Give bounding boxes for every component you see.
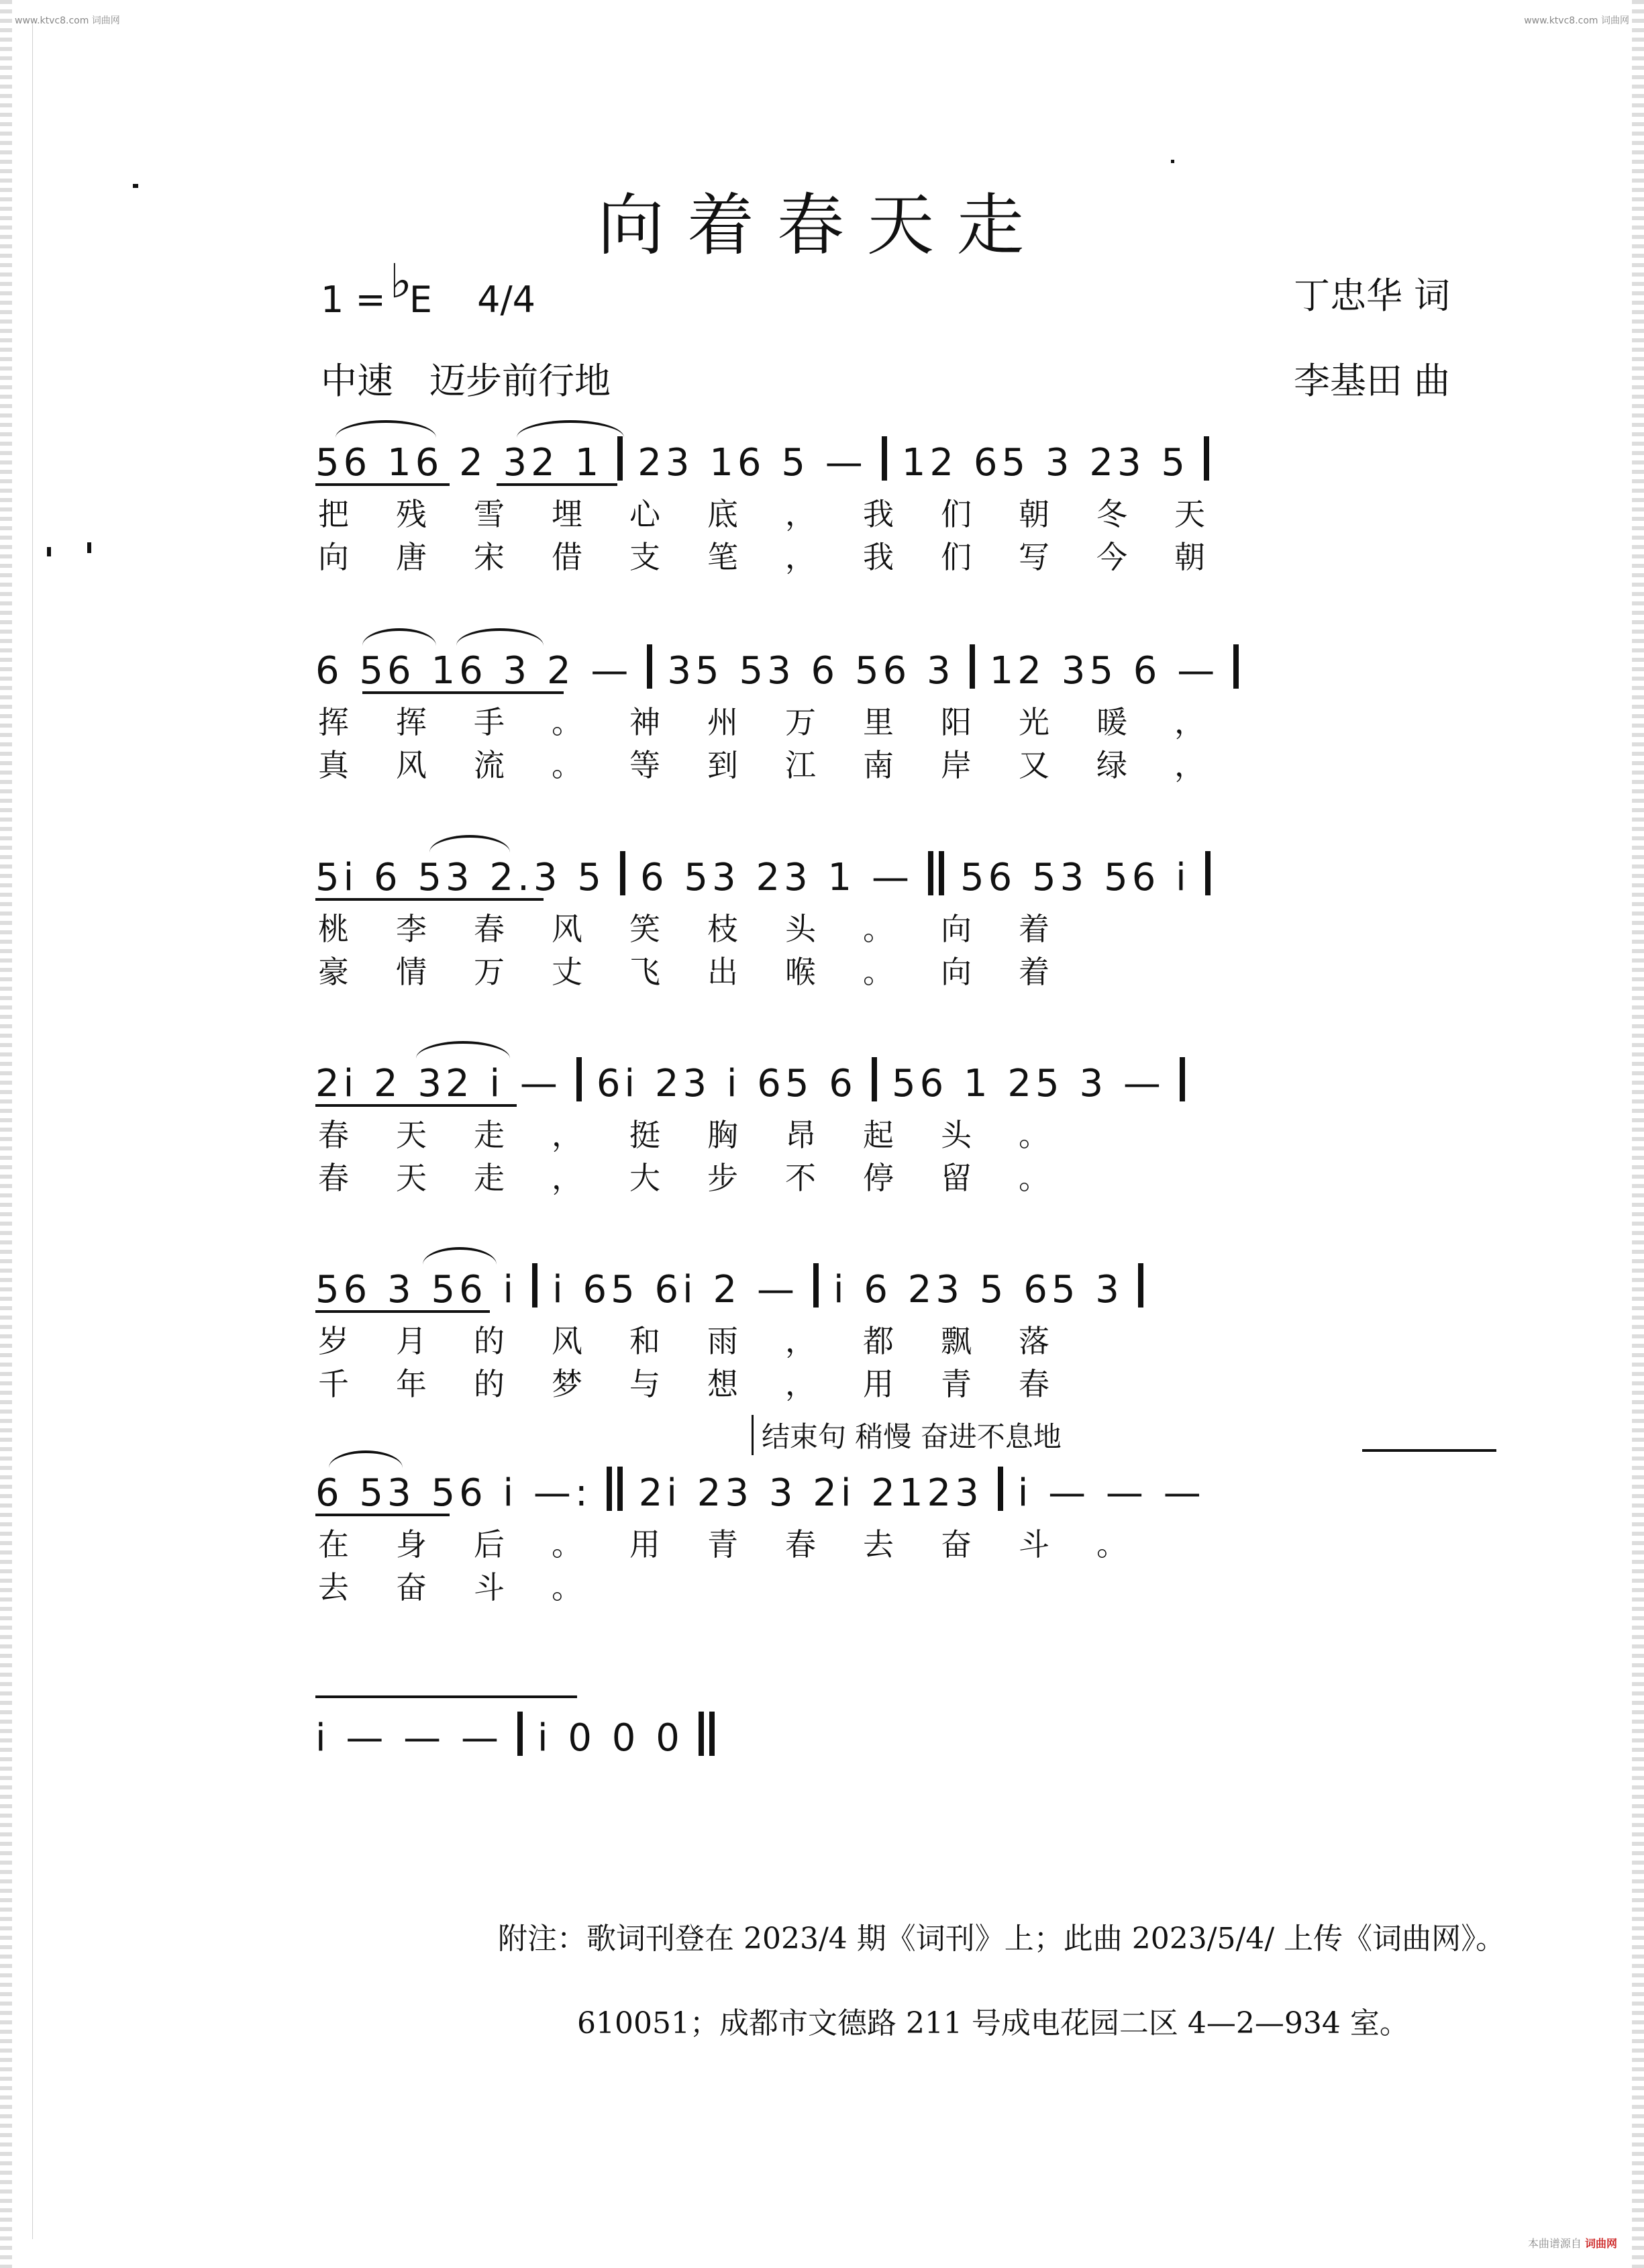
- measure: i 65 6i 2 —: [552, 1268, 799, 1312]
- ending-label: 结束句 稍慢 奋进不息地: [752, 1415, 1062, 1455]
- measure: i — — —: [1017, 1471, 1205, 1515]
- measure: 35 53 6 56 3: [667, 649, 955, 693]
- final-barline: [699, 1712, 704, 1756]
- repeat-barline: [607, 1467, 612, 1511]
- notes-row: [315, 1712, 1496, 1765]
- barline: [576, 1057, 582, 1101]
- barline: [617, 436, 623, 481]
- lyric-verse-2: 豪情万丈飞出喉。向着: [318, 954, 1096, 990]
- lyric-verse-2: 千年的梦与想，用青春: [318, 1366, 1096, 1402]
- footnote-publication: 附注：歌词刊登在 2023/4 期《词刊》上；此曲 2023/5/4/ 上传《词曲网》。: [498, 1922, 1506, 1956]
- barline: [813, 1263, 819, 1308]
- lyric-verse-2: 向唐宋借支笔，我们写今朝: [318, 539, 1252, 575]
- scan-speck: [1171, 160, 1174, 163]
- lyric-verse-2: 真风流。等到江南岸又绿，: [318, 747, 1252, 783]
- watermark-top-right: www.ktvc8.com 词曲网: [1524, 15, 1629, 26]
- measure: 2i 2 32 i —: [315, 1062, 562, 1105]
- measure: 56 3 56 i: [315, 1268, 518, 1312]
- double-barline: [928, 851, 933, 895]
- barline: [620, 851, 625, 895]
- scan-speck: [47, 547, 51, 556]
- measure: i 6 23 5 65 3: [833, 1268, 1123, 1312]
- measure: 56 16 2 32 1: [315, 441, 603, 485]
- lyric-verse-1: 在身后。用青春去奋斗。: [318, 1526, 1174, 1563]
- measure: i — — —: [315, 1716, 503, 1760]
- lyric-verse-1: 岁月的风和雨，都飘落: [318, 1323, 1096, 1359]
- notes-row: [315, 851, 1496, 905]
- notes-row: [315, 644, 1496, 698]
- score-line-1: [315, 436, 1496, 576]
- measure: 6i 23 i 65 6: [596, 1062, 857, 1105]
- time-signature: 4/4: [477, 279, 536, 321]
- tempo-marking: 中速 迈步前行地: [321, 360, 611, 402]
- page-border-right: [1632, 0, 1644, 2268]
- page-border-left: [0, 0, 12, 2268]
- beam: [315, 898, 544, 901]
- song-title: 向着春天走: [597, 186, 1047, 264]
- lyricist-credit: 丁忠华 词: [1294, 275, 1451, 317]
- key-signature: [321, 254, 536, 324]
- notes-row: [315, 436, 1496, 490]
- watermark-bottom-right: [1528, 2235, 1617, 2251]
- tie: [1362, 1449, 1496, 1452]
- measure: 56 53 56 i: [960, 856, 1190, 899]
- lyric-verse-1: 春天走，挺胸昂起头。: [318, 1117, 1096, 1153]
- barline: [1138, 1263, 1143, 1308]
- beam: [315, 1310, 490, 1313]
- notes-row: [315, 1467, 1496, 1520]
- measure: 12 65 3 23 5: [901, 441, 1190, 485]
- score-line-5: [315, 1263, 1496, 1403]
- measure: i 0 0 0: [537, 1716, 684, 1760]
- scan-speck: [133, 184, 138, 188]
- tie: [315, 1695, 577, 1698]
- measure: 23 16 5 —: [637, 441, 867, 485]
- lyric-verse-1: 桃李春风笑枝头。向着: [318, 911, 1096, 947]
- key-letter: E: [409, 279, 432, 321]
- notes-row: [315, 1263, 1496, 1317]
- barline: [998, 1467, 1003, 1511]
- measure: 12 35 6 —: [989, 649, 1219, 693]
- measure: 6 53 23 1 —: [639, 856, 913, 899]
- measure: 6 56 16 3 2 —: [315, 649, 633, 693]
- notes-row: [315, 1057, 1496, 1111]
- barline: [517, 1712, 523, 1756]
- measure: 56 1 25 3 —: [891, 1062, 1165, 1105]
- watermark-prefix: 本曲谱源自: [1527, 2237, 1582, 2250]
- lyric-verse-1: 把残雪埋心底，我们朝冬天: [318, 496, 1252, 532]
- beam: [497, 483, 617, 486]
- barline: [1204, 436, 1209, 481]
- score-line-3: [315, 851, 1496, 991]
- beam: [315, 1104, 517, 1107]
- score-line-4: [315, 1057, 1496, 1197]
- measure: 5i 6 53 2.3 5: [315, 856, 605, 899]
- watermark-brand: 词曲网: [1584, 2237, 1617, 2250]
- barline: [872, 1057, 877, 1101]
- lyric-verse-2: 春天走，大步不停留。: [318, 1160, 1096, 1196]
- beam: [315, 1514, 450, 1516]
- key-prefix: 1 =: [321, 279, 386, 321]
- beam: [362, 691, 564, 694]
- barline: [1180, 1057, 1185, 1101]
- score-line-7: [315, 1712, 1496, 1765]
- measure: 2i 23 3 2i 2123: [638, 1471, 983, 1515]
- barline: [532, 1263, 537, 1308]
- barline: [1233, 644, 1239, 689]
- composer-credit: 李基田 曲: [1294, 360, 1451, 402]
- measure: 6 53 56 i —:: [315, 1471, 592, 1515]
- score-line-2: [315, 644, 1496, 784]
- scan-speck: [87, 542, 91, 553]
- barline: [1205, 851, 1211, 895]
- barline: [647, 644, 652, 689]
- barline: [970, 644, 975, 689]
- watermark-top-left: www.ktvc8.com 词曲网: [15, 15, 120, 26]
- beam: [315, 483, 450, 486]
- lyric-verse-2: 去奋斗。: [318, 1569, 629, 1606]
- lyric-verse-1: 挥挥手。神州万里阳光暖，: [318, 704, 1252, 740]
- flat-icon: ♭: [389, 254, 412, 309]
- footnote-address: 610051；成都市文德路 211 号成电花园二区 4—2—934 室。: [577, 2006, 1409, 2040]
- score-line-6: [315, 1467, 1496, 1606]
- barline: [882, 436, 887, 481]
